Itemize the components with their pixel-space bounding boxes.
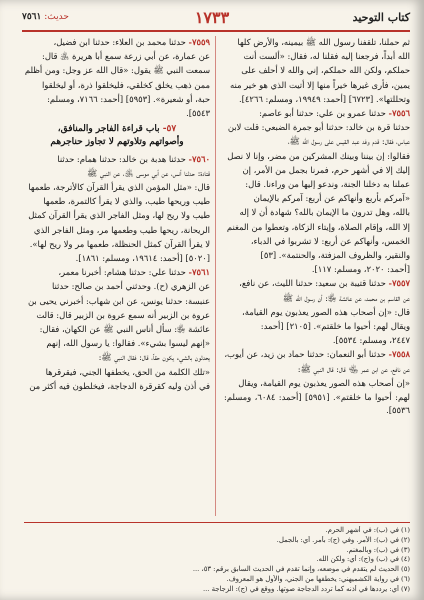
text-line: ٧٥٥٧- حدثنا قتيبة بن سعيد: حدثنا الليث، عن نافع،: [239, 278, 410, 289]
text-line: وتحللتها». [٦٧٢٣] [أحمد: ١٩٩٤٩، ومسلم: ٤٢٦٦].: [238, 93, 410, 104]
hadith-label: حديث:: [44, 12, 69, 22]
footnotes: [24, 522, 410, 596]
hadith-number-label: ٧٥٥٧-: [388, 278, 410, 289]
text-line: يحدثون بالشيء يكون حقاً، قال: فقال النبي ﷺ:: [98, 352, 210, 363]
footnote: (٧) أي: يرددها في أذنه كما تردد الدجاجة صوتها. ووقع في (ج): الزجاجة ...: [202, 584, 410, 593]
chapter-heading-line: ٥٧- باب قراءة الفاجر والمنافق،: [57, 124, 177, 135]
left-column-top: [24, 36, 210, 120]
text-line: ٧٥٦١- حدثنا علي: حدثنا هشام: أخبرنا معمر،: [58, 267, 210, 278]
text-line: ٥٥٤٣].: [186, 108, 210, 119]
text-line: ممن ذهب يخلق كخلقي، فليخلقوا ذرة، أو ليخلقوا: [41, 79, 210, 90]
text-line: حدثنا قرة بن خالد: حدثنا أبو جمرة الضبعي: قلت لابن: [227, 122, 410, 133]
text-line: الخمس، وأنهاكم عن أربع: لا تشربوا في الدباء،: [250, 235, 410, 246]
right-column: [224, 36, 410, 516]
text-line: ٧٥٥٩- حدثنا محمد بن العلاء: حدثنا ابن فضيل،: [53, 37, 210, 47]
text-line: عائشة ﵂: سأل أناس النبي ﷺ عن الكهان، فقال:: [39, 324, 210, 335]
book-title: كتاب التوحيد: [352, 11, 410, 24]
text-line: «إن أصحاب هذه الصور يعذبون يوم القيامة، ويقال: [238, 377, 410, 388]
text-line: يمين، فأرى غيرها خيراً منها إلا أتيت الذي هو خير منه: [229, 79, 410, 90]
footnote: (١) في (ب): في أشهر الحرم.: [325, 526, 410, 534]
hadith-number-label: ٥٧-: [162, 124, 177, 135]
text-line: فقالوا: إن بيننا وبينك المشركين من مضر، وإنا لا نصل: [227, 150, 410, 161]
text-line: بالله، وهل تدرون ما الإيمان بالله؟ شهادة أن لا إله: [239, 207, 410, 218]
footnote: (٦) في رواية الكشميهني: يخطفها من الجني، والأول هو المعروف.: [226, 574, 410, 583]
text-line: ٧٥٥٨- حدثنا أبو النعمان: حدثنا حماد بن زيد، عن أيوب،: [224, 349, 410, 360]
text-line: قال: «إن أصحاب هذه الصور يعذبون يوم القيامة،: [242, 306, 410, 317]
text-line: ٧٥٥٦- حدثنا عمرو بن علي: حدثنا أبو عاصم:: [259, 108, 410, 119]
text-line: ٢٤٤٧، ومسلم: ٥٥٣٤].: [332, 335, 410, 346]
text-line: ويقال لهم: أحيوا ما خلقتم». [٢١٠٥] [أحمد:: [260, 321, 410, 332]
hadith-number-label: ٧٥٥٩-: [188, 37, 210, 47]
text-line: [أحمد: ٢٠٢٠، ومسلم: ١١٧].: [311, 264, 410, 275]
left-column: [24, 36, 210, 516]
page-number: ١٧٣٣: [194, 8, 230, 27]
footnote: (٢) في (ب): الأمر. وفي (ج): بأمر. أي: بالجمل.: [276, 535, 410, 544]
text-line: «إنهم ليسوا بشيء». فقالوا: يا رسول الله، إنهم: [46, 338, 210, 349]
column-divider: [215, 36, 216, 516]
text-line: إليك إلا في أشهر حرم، فمرنا بجمل من الأمر، إن: [242, 164, 410, 175]
text-line: عروة بن الزبير أنه سمع عروة بن الزبير قال: قالت: [36, 309, 210, 320]
text-line: قال: «مثل المؤمن الذي يقرأ القرآن كالأترجة، طعمها: [28, 182, 210, 193]
text-line: «تلك الكلمة من الحق، يخطفها الجني، فيقرقرها: [45, 366, 210, 377]
hadith-number-label: ٧٥٥٨-: [388, 349, 410, 360]
text-line: عن الزهري (ح). وحدثني أحمد بن صالح: حدثنا: [51, 281, 210, 292]
hadith-number-label: ٧٥٦١-: [188, 267, 210, 278]
text-line: سمعت النبي ﷺ يقول: «قال الله عز وجل: ومن أظلم: [24, 65, 210, 76]
page-header: [22, 8, 410, 32]
text-line: لا يقرأ القرآن كمثل الحنظلة، طعمها مر ولا ريح لها».: [29, 238, 210, 249]
text-line: في أذن وليه كقرقرة الدجاجة، فيخلطون فيه أكثر من: [29, 380, 210, 391]
text-line: [٥٠٢٠] [أحمد: ١٩٦١٤، ومسلم: ١٨٦١].: [75, 253, 210, 264]
text-line: عباس، فقال: قدم وفد عبد القيس على رسول الله ﷺ،: [288, 136, 410, 147]
text-line: طيب وريحها طيب، والذي لا يقرأ كالتمرة، طعمها: [43, 196, 210, 207]
text-line: لهم: أحيوا ما خلقتم». [٥٩٥١] [أحمد: ٦٠٨٤، ومسلم: ٥٥٣٦].: [224, 392, 410, 416]
text-line: «آمركم بأربع وأنهاكم عن أربع: آمركم بالإيمان: [253, 193, 410, 204]
text-line: قتادة: حدثنا أنس، عن أبي موسى ﵁، عن النبي ﷺ: [87, 167, 210, 178]
footnote: (٤) في (ب) و(ج): أي: ولكن الله.: [316, 555, 410, 564]
text-line: ٧٥٦٠- حدثنا هدبة بن خالد: حدثنا همام: حدثنا: [57, 153, 210, 164]
text-line: إلا الله، وإقام الصلاة، وإيتاء الزكاة، وتعطوا من المغنم: [226, 221, 410, 232]
text-line: عنبسة: حدثنا يونس، عن ابن شهاب: أخبرني يحيى بن: [28, 295, 210, 306]
text-line: طيب ولا ريح لها، ومثل الفاجر الذي يقرأ القرآن كمثل: [28, 210, 210, 221]
hadith-number: ٧٥٦١: [22, 12, 42, 22]
left-column-bottom: [24, 153, 210, 393]
text-line: حملكم، ولكن الله حملكم، إني والله لا أحلف على: [241, 65, 410, 76]
text-line: عن القاسم بن محمد، عن عائشة ﵂: أن رسول الله ﷺ: [282, 292, 410, 303]
hadith-number-label: ٧٥٦٠-: [188, 153, 210, 164]
chapter-heading: [24, 123, 210, 149]
text-line: عملنا به دخلنا الجنة، وندعو إليها من وراءنا. قال:: [245, 179, 410, 190]
text-line: الريحانة، ريحها طيب وطعمها مر، ومثل الفاجر الذي: [33, 224, 210, 235]
text-line: عن عمارة، عن أبي زرعة سمع أبا هريرة ﵁ قال:: [42, 51, 210, 62]
footnote: (٣) في (ب): وبالمغنم.: [346, 545, 410, 554]
text-line: حبة، أو شعيرة». [٥٩٥٣] [أحمد: ٧١٦٦، ومسلم:: [47, 93, 210, 104]
chapter-heading-line: وأصواتهم وتلاوتهم لا تجاوز حناجرهم: [50, 137, 184, 148]
hadith-number-label: ٧٥٥٦-: [388, 108, 410, 119]
text-line: عن نافع، عن ابن عمر ﵄ قال: قال النبي ﷺ:: [297, 363, 410, 374]
hadith-counter: [22, 12, 69, 22]
text-line: والنقير، والظروف المزفتة، والحنتمة». [٥٣]: [260, 250, 410, 261]
footnote: (٥) الحديث لم يتقدم في موضعه، وإنما تقدم في الحديث السابق برقم: ٥٣، ...: [192, 565, 410, 574]
text-line: ثم حملنا، تلقفنا رسول الله ﷺ بيمينه، والأرض كلها: [237, 37, 410, 47]
text-line: الله أبداً، فرجعنا إليه فقلنا له، فقال: «ألست أنت: [243, 51, 410, 62]
